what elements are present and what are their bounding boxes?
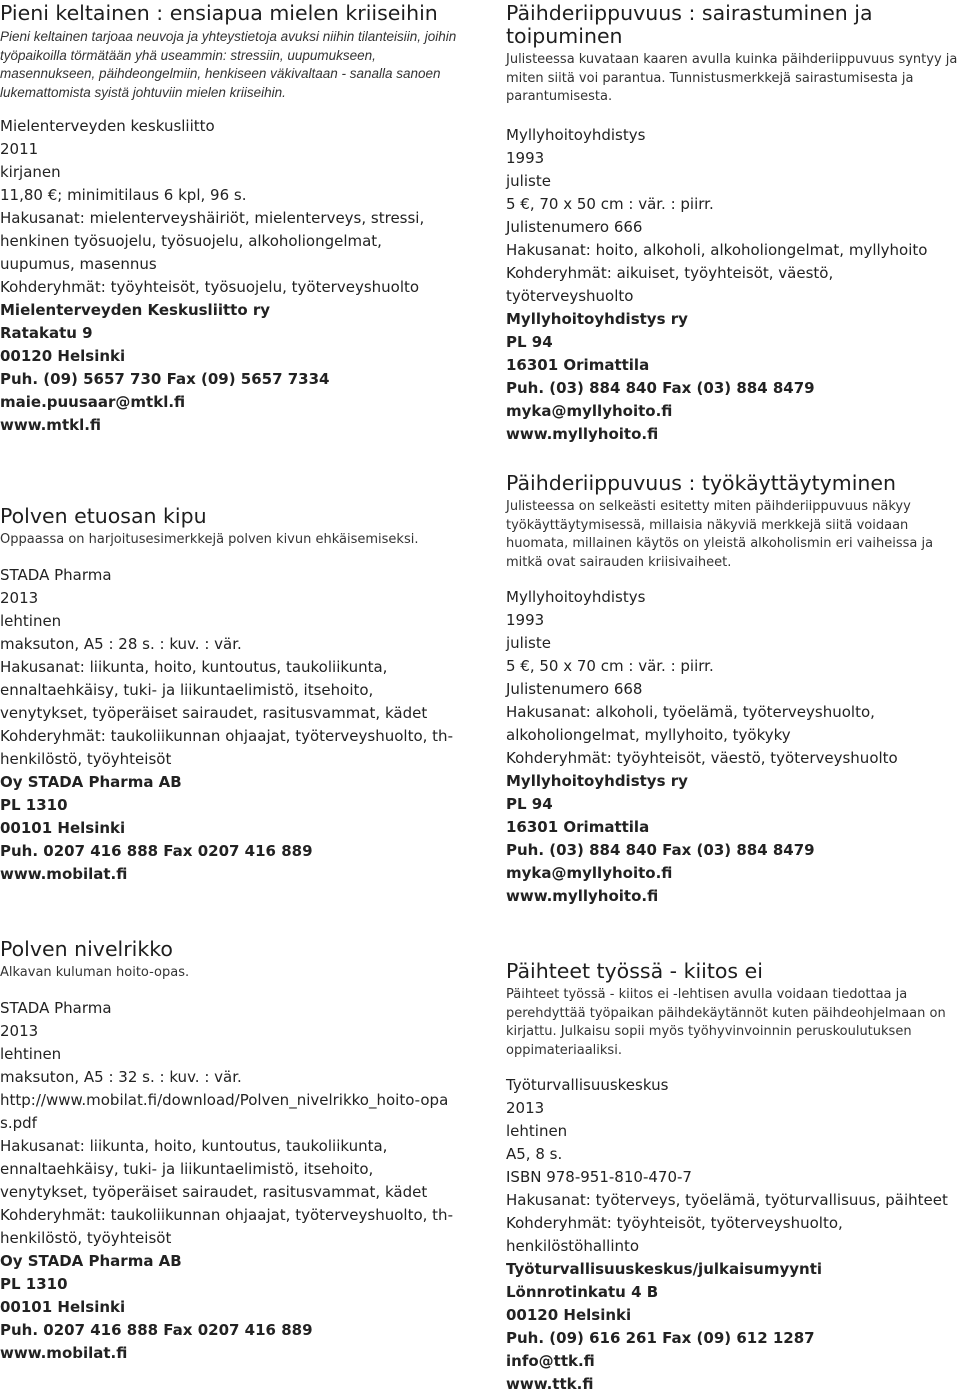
publication-entry — [506, 2, 960, 446]
contact-email-link[interactable]: myka@myllyhoito.fi — [506, 864, 673, 882]
publication-details — [0, 997, 460, 1365]
contact-phone: Puh. 0207 416 888 Fax 0207 416 889 — [0, 1320, 313, 1339]
publication-title: Päihderiippuvuus : työkäyttäytyminen — [506, 471, 897, 495]
contact-name: Oy STADA Pharma AB — [0, 772, 182, 791]
keywords: Hakusanat: liikunta, hoito, kuntoutus, taukoliikunta, ennaltaehkäisy, tuki- ja liikuntaelimistö, itsehoito, venytykset, työperäiset sairaudet, rasitusvammat, kädet — [0, 1136, 428, 1201]
publication-type: lehtinen — [0, 1044, 62, 1063]
contact-postal: 00101 Helsinki — [0, 1297, 126, 1316]
contact-postal: 00120 Helsinki — [0, 347, 126, 365]
contact-email-link[interactable]: maie.puusaar@mtkl.fi — [0, 393, 186, 411]
publisher: Myllyhoitoyhdistys — [506, 588, 646, 606]
year: 2013 — [0, 1021, 39, 1040]
publication-title: Polven etuosan kipu — [0, 504, 207, 528]
target-audience: Kohderyhmät: taukoliikunnan ohjaajat, työterveyshuolto, th-henkilöstö, työyhteisöt — [0, 726, 453, 768]
publication-details — [506, 1074, 960, 1396]
publication-type: juliste — [506, 171, 551, 190]
contact-phone: Puh. (09) 5657 730 Fax (09) 5657 7334 — [0, 370, 330, 388]
publisher: STADA Pharma — [0, 565, 112, 584]
price-and-format: 11,80 €; minimitilaus 6 kpl, 96 s. — [0, 186, 247, 204]
publication-entry — [0, 938, 460, 1365]
publication-entry — [506, 960, 960, 1396]
contact-website-link[interactable]: www.myllyhoito.fi — [506, 887, 659, 905]
contact-phone: Puh. 0207 416 888 Fax 0207 416 889 — [0, 841, 313, 860]
poster-number: Julistenumero 668 — [506, 680, 643, 698]
contact-website-link[interactable]: www.ttk.fi — [506, 1375, 594, 1393]
contact-address: PL 94 — [506, 795, 553, 813]
publication-title: Päihderiippuvuus : sairastuminen ja toipuminen — [506, 1, 873, 48]
publication-description: Julisteessa on selkeästi esitetty miten päihderiippuvuus näkyy työkäyttäytymisessä, millaisia näkyviä merkkejä siitä voidaan huomata, millainen käytös on yleistä alkoholismin eri vaiheissa ja mitkä ovat sairauden kriisivaiheet. — [506, 499, 934, 570]
publication-entry — [0, 2, 460, 437]
publication-details — [506, 124, 960, 446]
contact-email-link[interactable]: info@ttk.fi — [506, 1352, 595, 1370]
download-link[interactable]: http://www.mobilat.fi/download/Polven_nivelrikko_hoito-opas.pdf — [0, 1090, 449, 1132]
publication-type: juliste — [506, 634, 551, 652]
publication-type: lehtinen — [0, 611, 62, 630]
contact-website-link[interactable]: www.myllyhoito.fi — [506, 424, 659, 443]
keywords: Hakusanat: liikunta, hoito, kuntoutus, taukoliikunta, ennaltaehkäisy, tuki- ja liikuntaelimistö, itsehoito, venytykset, työperäiset sairaudet, rasitusvammat, kädet — [0, 657, 428, 722]
contact-postal: 00120 Helsinki — [506, 1306, 632, 1324]
contact-website-link[interactable]: www.mobilat.fi — [0, 864, 128, 883]
contact-address: PL 1310 — [0, 795, 68, 814]
keywords: Hakusanat: hoito, alkoholi, alkoholiongelmat, myllyhoito — [506, 240, 928, 259]
isbn: ISBN 978-951-810-470-7 — [506, 1168, 692, 1186]
contact-website-link[interactable]: www.mtkl.fi — [0, 416, 102, 434]
publication-type: kirjanen — [0, 163, 61, 181]
contact-postal: 00101 Helsinki — [0, 818, 126, 837]
publication-description: Oppaassa on harjoitusesimerkkejä polven kivun ehkäisemiseksi. — [0, 532, 419, 547]
contact-postal: 16301 Orimattila — [506, 818, 650, 836]
publication-details — [0, 564, 460, 886]
publisher: Mielenterveyden keskusliitto — [0, 117, 215, 135]
publication-description: Pieni keltainen tarjoaa neuvoja ja yhteystietoja avuksi niihin tilanteisiin, joihin työpaikoilla törmätään yhä useammin: stressiin, uupumukseen, masennukseen, päihdeongelmiin, henkiseen väkivaltaan - sanalla sanoen lukemattomista syistä johtuviin mielen kriiseihin. — [0, 29, 457, 100]
publisher: STADA Pharma — [0, 998, 112, 1017]
price-and-format: 5 €, 50 x 70 cm : vär. : piirr. — [506, 657, 714, 675]
publication-details — [506, 586, 960, 908]
contact-address: PL 94 — [506, 332, 553, 351]
contact-name: Myllyhoitoyhdistys ry — [506, 309, 688, 328]
contact-email-link[interactable]: myka@myllyhoito.fi — [506, 401, 673, 420]
contact-phone: Puh. (03) 884 840 Fax (03) 884 8479 — [506, 378, 815, 397]
publisher: Työturvallisuuskeskus — [506, 1076, 669, 1094]
keywords: Hakusanat: alkoholi, työelämä, työterveyshuolto, alkoholiongelmat, myllyhoito, työkyky — [506, 703, 875, 744]
publication-title: Päihteet työssä - kiitos ei — [506, 959, 763, 983]
price-and-format: maksuton, A5 : 32 s. : kuv. : vär. — [0, 1067, 242, 1086]
publication-description: Julisteessa kuvataan kaaren avulla kuinka päihderiippuvuus syntyy ja miten siitä voi parantua. Tunnistusmerkkejä sairastumisesta ja parantumisesta. — [506, 52, 958, 104]
contact-phone: Puh. (09) 616 261 Fax (09) 612 1287 — [506, 1329, 815, 1347]
target-audience: Kohderyhmät: työyhteisöt, työterveyshuolto, henkilöstöhallinto — [506, 1214, 843, 1255]
year: 2013 — [506, 1099, 545, 1117]
poster-number: Julistenumero 666 — [506, 217, 643, 236]
price-and-format: maksuton, A5 : 28 s. : kuv. : vär. — [0, 634, 242, 653]
publisher: Myllyhoitoyhdistys — [506, 125, 646, 144]
publication-title: Polven nivelrikko — [0, 937, 173, 961]
price-and-format: A5, 8 s. — [506, 1145, 563, 1163]
contact-website-link[interactable]: www.mobilat.fi — [0, 1343, 128, 1362]
contact-address: PL 1310 — [0, 1274, 68, 1293]
price-and-format: 5 €, 70 x 50 cm : vär. : piirr. — [506, 194, 714, 213]
contact-name: Myllyhoitoyhdistys ry — [506, 772, 688, 790]
publication-entry — [506, 472, 960, 908]
contact-address: Ratakatu 9 — [0, 324, 93, 342]
contact-postal: 16301 Orimattila — [506, 355, 650, 374]
publication-details — [0, 115, 460, 437]
publication-type: lehtinen — [506, 1122, 568, 1140]
keywords: Hakusanat: mielenterveyshäiriöt, mielenterveys, stressi, henkinen työsuojelu, työsuojelu, alkoholiongelmat, uupumus, masennus — [0, 209, 425, 273]
publication-entry — [0, 505, 460, 886]
contact-name: Työturvallisuuskeskus/julkaisumyynti — [506, 1260, 823, 1278]
publication-title: Pieni keltainen : ensiapua mielen kriiseihin — [0, 1, 438, 25]
target-audience: Kohderyhmät: työyhteisöt, työsuojelu, työterveyshuolto — [0, 278, 420, 296]
year: 1993 — [506, 148, 545, 167]
target-audience: Kohderyhmät: taukoliikunnan ohjaajat, työterveyshuolto, th-henkilöstö, työyhteisöt — [0, 1205, 453, 1247]
keywords: Hakusanat: työterveys, työelämä, työturvallisuus, päihteet — [506, 1191, 948, 1209]
target-audience: Kohderyhmät: aikuiset, työyhteisöt, väestö, työterveyshuolto — [506, 263, 834, 305]
contact-address: Lönnrotinkatu 4 B — [506, 1283, 659, 1301]
year: 2011 — [0, 140, 39, 158]
contact-phone: Puh. (03) 884 840 Fax (03) 884 8479 — [506, 841, 815, 859]
publication-description: Päihteet työssä - kiitos ei -lehtisen avulla voidaan tiedottaa ja perehdyttää työpaikan päihdekäytännöt kuten päihdeohjelmaan on kirjattu. Julkaisu sopii myös työhyvinvoinnin peruskoulutuksen oppimateriaaliksi. — [506, 987, 946, 1058]
year: 2013 — [0, 588, 39, 607]
publication-description: Alkavan kuluman hoito-opas. — [0, 965, 190, 980]
contact-name: Mielenterveyden Keskusliitto ry — [0, 301, 271, 319]
year: 1993 — [506, 611, 545, 629]
target-audience: Kohderyhmät: työyhteisöt, väestö, työterveyshuolto — [506, 749, 898, 767]
contact-name: Oy STADA Pharma AB — [0, 1251, 182, 1270]
